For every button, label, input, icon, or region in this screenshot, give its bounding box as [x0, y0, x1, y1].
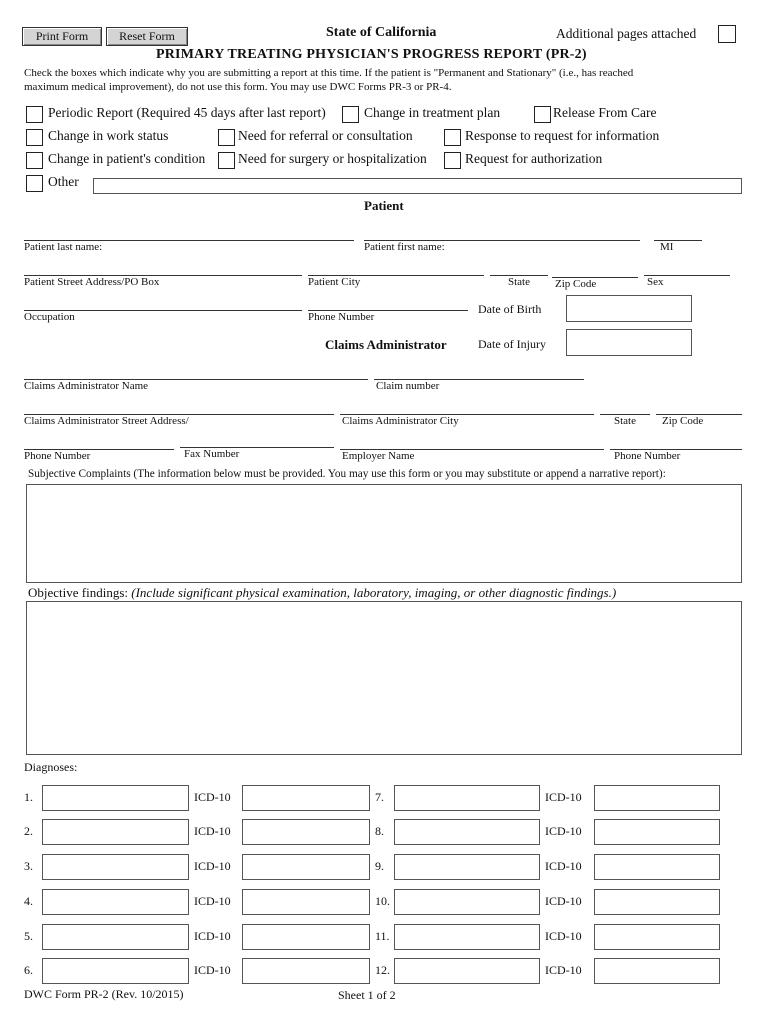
diagnosis-number: 5. [24, 929, 33, 943]
diagnosis-description-input[interactable] [42, 958, 189, 984]
icd-10-code-input[interactable] [594, 785, 720, 811]
icd-10-label: ICD-10 [545, 929, 582, 943]
change-work-status-label: Change in work status [48, 128, 169, 143]
need-surgery-label: Need for surgery or hospitalization [238, 151, 427, 166]
claims-admin-phone-label: Phone Number [24, 450, 91, 462]
claims-admin-fax-label: Fax Number [184, 448, 240, 460]
periodic-report-checkbox[interactable] [26, 106, 43, 123]
diagnosis-description-input[interactable] [42, 924, 189, 950]
objective-findings-hint: (Include significant physical examination, laboratory, imaging, or other diagnostic findings.) [131, 585, 617, 600]
occupation-label: Occupation [24, 311, 75, 323]
diagnosis-description-input[interactable] [394, 924, 540, 950]
patient-first-name-label: Patient first name: [364, 241, 445, 253]
need-referral-label: Need for referral or consultation [238, 128, 413, 143]
subjective-complaints-label: Subjective Complaints (The information below must be provided. You may use this form or you may substitute or append a narrative report): [28, 468, 666, 480]
print-form-button[interactable]: Print Form [22, 27, 102, 46]
claim-number-label: Claim number [376, 380, 440, 392]
employer-name-label: Employer Name [342, 450, 415, 462]
instructions-line-2: maximum medical improvement), do not use this form. You may use DWC Forms PR-3 or PR-4. [24, 81, 452, 93]
icd-10-label: ICD-10 [194, 824, 231, 838]
claims-admin-name-label: Claims Administrator Name [24, 380, 149, 392]
date-of-injury-label: Date of Injury [478, 337, 546, 351]
icd-10-label: ICD-10 [194, 859, 231, 873]
form-id: DWC Form PR-2 (Rev. 10/2015) [24, 987, 184, 1001]
subjective-complaints-textarea[interactable] [26, 484, 742, 583]
other-reason-input[interactable] [93, 178, 742, 194]
need-referral-checkbox[interactable] [218, 129, 235, 146]
objective-findings-textarea[interactable] [26, 601, 742, 755]
employer-phone-label: Phone Number [614, 450, 681, 462]
diagnosis-description-input[interactable] [42, 889, 189, 915]
release-from-care-checkbox[interactable] [534, 106, 551, 123]
release-from-care-label: Release From Care [553, 105, 657, 120]
periodic-report-label: Periodic Report (Required 45 days after last report) [48, 105, 326, 120]
icd-10-label: ICD-10 [545, 894, 582, 908]
icd-10-code-input[interactable] [242, 924, 370, 950]
diagnosis-number: 2. [24, 824, 33, 838]
patient-phone-label: Phone Number [308, 311, 375, 323]
icd-10-code-input[interactable] [242, 854, 370, 880]
additional-pages-checkbox[interactable] [718, 25, 736, 43]
claims-admin-zip-label: Zip Code [662, 415, 704, 427]
diagnosis-description-input[interactable] [42, 785, 189, 811]
icd-10-label: ICD-10 [545, 790, 582, 804]
patient-zip-label: Zip Code [555, 278, 597, 290]
claims-admin-state-label: State [614, 415, 636, 427]
reset-form-button[interactable]: Reset Form [106, 27, 188, 46]
other-label: Other [48, 174, 79, 189]
claims-admin-street-label: Claims Administrator Street Address/ [24, 415, 189, 427]
icd-10-code-input[interactable] [242, 958, 370, 984]
change-condition-checkbox[interactable] [26, 152, 43, 169]
date-of-birth-input[interactable] [566, 295, 692, 322]
change-treatment-plan-label: Change in treatment plan [364, 105, 501, 120]
additional-pages-label: Additional pages attached [556, 26, 697, 41]
diagnosis-description-input[interactable] [394, 958, 540, 984]
response-to-request-checkbox[interactable] [444, 129, 461, 146]
icd-10-code-input[interactable] [594, 819, 720, 845]
icd-10-label: ICD-10 [545, 859, 582, 873]
diagnosis-description-input[interactable] [394, 889, 540, 915]
date-of-birth-label: Date of Birth [478, 302, 542, 316]
diagnosis-description-input[interactable] [394, 785, 540, 811]
request-authorization-label: Request for authorization [465, 151, 603, 166]
other-checkbox[interactable] [26, 175, 43, 192]
patient-sex-label: Sex [647, 276, 664, 288]
change-condition-label: Change in patient's condition [48, 151, 206, 166]
response-to-request-label: Response to request for information [465, 128, 660, 143]
objective-findings-label: Objective findings: [28, 585, 132, 600]
diagnosis-number: 3. [24, 859, 33, 873]
icd-10-label: ICD-10 [194, 963, 231, 977]
diagnoses-label: Diagnoses: [24, 760, 78, 774]
claims-admin-city-label: Claims Administrator City [342, 415, 459, 427]
icd-10-code-input[interactable] [594, 889, 720, 915]
patient-city-label: Patient City [308, 276, 361, 288]
diagnosis-number: 10. [375, 894, 390, 908]
icd-10-code-input[interactable] [242, 785, 370, 811]
diagnosis-number: 7. [375, 790, 384, 804]
diagnosis-description-input[interactable] [42, 854, 189, 880]
sheet-number: Sheet 1 of 2 [338, 988, 396, 1002]
patient-section-heading: Patient [364, 198, 404, 213]
patient-mi-label: MI [660, 241, 674, 253]
icd-10-code-input[interactable] [594, 924, 720, 950]
instructions-line-1: Check the boxes which indicate why you are submitting a report at this time. If the patient is "Permanent and Stationary" (i.e., has reached [24, 67, 634, 79]
diagnosis-number: 12. [375, 963, 390, 977]
date-of-injury-input[interactable] [566, 329, 692, 356]
diagnosis-number: 8. [375, 824, 384, 838]
diagnosis-description-input[interactable] [394, 819, 540, 845]
change-work-status-checkbox[interactable] [26, 129, 43, 146]
icd-10-code-input[interactable] [242, 889, 370, 915]
diagnosis-number: 6. [24, 963, 33, 977]
state-heading: State of California [326, 25, 437, 40]
diagnosis-number: 1. [24, 790, 33, 804]
icd-10-label: ICD-10 [194, 929, 231, 943]
claims-section-heading: Claims Administrator [325, 337, 447, 352]
diagnosis-number: 11. [375, 929, 390, 943]
icd-10-label: ICD-10 [194, 894, 231, 908]
request-authorization-checkbox[interactable] [444, 152, 461, 169]
patient-last-name-label: Patient last name: [24, 241, 103, 253]
diagnosis-number: 4. [24, 894, 33, 908]
patient-street-label: Patient Street Address/PO Box [24, 276, 160, 288]
diagnosis-number: 9. [375, 859, 384, 873]
icd-10-code-input[interactable] [594, 854, 720, 880]
icd-10-code-input[interactable] [242, 819, 370, 845]
form-title: PRIMARY TREATING PHYSICIAN'S PROGRESS REPORT (PR-2) [156, 47, 587, 62]
icd-10-label: ICD-10 [545, 824, 582, 838]
diagnosis-description-input[interactable] [42, 819, 189, 845]
icd-10-label: ICD-10 [194, 790, 231, 804]
need-surgery-checkbox[interactable] [218, 152, 235, 169]
objective-findings-heading [28, 585, 616, 601]
icd-10-code-input[interactable] [594, 958, 720, 984]
patient-state-label: State [508, 276, 530, 288]
change-treatment-plan-checkbox[interactable] [342, 106, 359, 123]
icd-10-label: ICD-10 [545, 963, 582, 977]
diagnosis-description-input[interactable] [394, 854, 540, 880]
